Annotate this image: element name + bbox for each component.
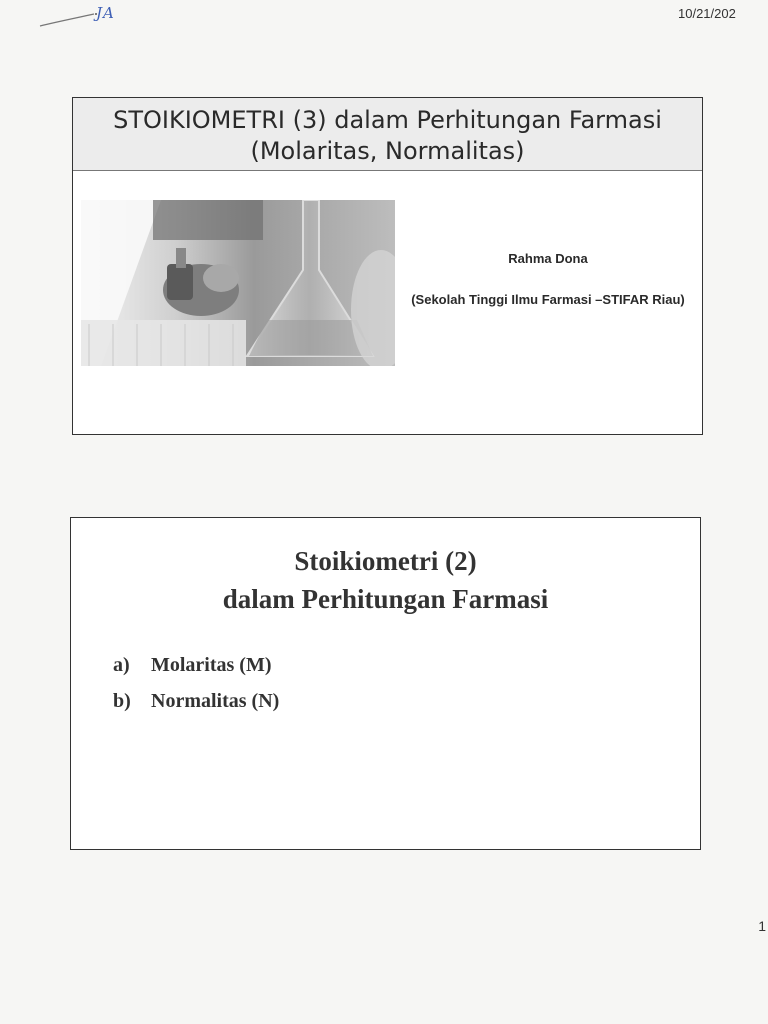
handwritten-mark: JA [96, 4, 115, 22]
list-item-label: Normalitas (N) [151, 690, 280, 712]
slide-2-title-line-2: dalam Perhitungan Farmasi [222, 584, 549, 614]
list-item-label: Molaritas (M) [151, 654, 272, 676]
author-affiliation: (Sekolah Tinggi Ilmu Farmasi –STIFAR Riau) [411, 292, 685, 307]
slide-1 [72, 97, 703, 435]
print-date: 10/21/202 [678, 6, 736, 21]
slide-1-title-line-2: (Molaritas, Normalitas) [250, 137, 525, 165]
list-item-marker: a) [113, 654, 130, 676]
list-item-marker: b) [113, 690, 131, 712]
author-name: Rahma Dona [508, 251, 588, 266]
topic-list [113, 654, 279, 726]
slide-2-title [71, 542, 700, 618]
list-item [113, 690, 279, 726]
slide-2-title-line-1: Stoikiometri (2) [294, 546, 477, 576]
list-item [113, 654, 279, 690]
slide-1-title-line-1: STOIKIOMETRI (3) dalam Perhitungan Farmasi [113, 106, 662, 134]
lab-glassware-photo [81, 200, 395, 366]
slide-1-title-bar [73, 98, 702, 171]
slide-2 [70, 517, 701, 850]
page-number: 1 [758, 918, 766, 934]
